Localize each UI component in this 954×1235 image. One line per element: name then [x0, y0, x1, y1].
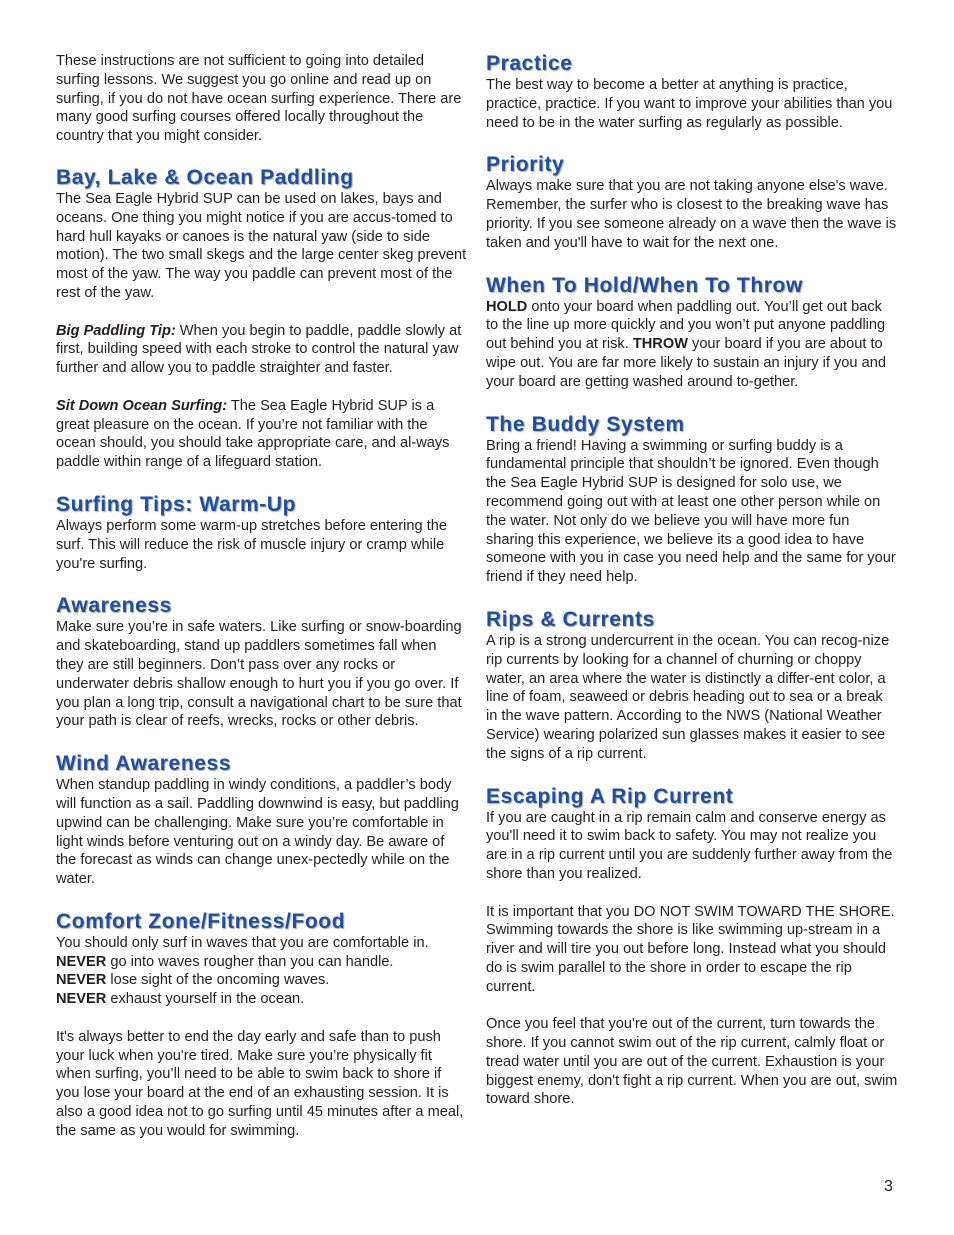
intro-section — [56, 52, 468, 146]
throw-text: your board if you are about to wipe out. You are far more likely to sustain an injury if you and your board are getting washed around to-gether. — [486, 336, 886, 390]
page-number: 3 — [884, 1178, 893, 1195]
section-heading: When To Hold/When To Throw — [486, 273, 803, 297]
practice-section — [486, 52, 898, 132]
awareness-section — [56, 594, 468, 731]
sit-down-text: The Sea Eagle Hybrid SUP is a great pleasure on the ocean. If you’re not familiar with the ocean should, you should take appropriate care, and al-ways paddle within range of a lifeguard station. — [56, 397, 450, 471]
priority-section — [486, 153, 898, 252]
section-heading: Bay, Lake & Ocean Paddling — [56, 165, 354, 189]
comfort-zone-section — [56, 910, 468, 1141]
sit-down-label: Sit Down Ocean Surfing: — [56, 397, 228, 414]
rips-currents-section — [486, 608, 898, 764]
hold-text: onto your board when paddling out. You’ll get out back to the line up more quickly and you won’t put anyone paddling out behind you at risk. — [486, 298, 886, 353]
big-paddling-tip-paragraph — [56, 322, 468, 378]
escape-paragraph-3: Once you feel that you're out of the current, turn towards the shore. If you cannot swim out of the rip current, calmly float or tread water until you are out of the current. Exhaustion is your biggest enemy, don't fight a rip current. When you are out, swim toward shore. — [486, 1016, 898, 1108]
section-heading: Practice — [486, 52, 573, 75]
section-heading: Rips & Currents — [486, 607, 655, 631]
practice-paragraph: The best way to become a better at anything is practice, practice, practice. If you want to improve your abilities than you need to be in the water surfing as regularly as possible. — [486, 77, 893, 131]
comfort-line: go into waves rougher than you can handle. — [106, 953, 394, 970]
intro-paragraph: These instructions are not sufficient to going into detailed surfing lessons. We suggest you go online and read up on surfing, if you do not have ocean surfing experience. There are many good surfing courses offered locally throughout the country that you might consider. — [56, 53, 462, 145]
never-label: NEVER — [56, 953, 107, 970]
wind-paragraph: When standup paddling in windy conditions, a paddler’s body will function as a sail. Paddling downwind is easy, but paddling upwind can be challenging. Make sure you’re comfortable in light winds before venturing out on a windy day. Be aware of the forecast as winds can change unex-pectedly while on the water. — [56, 777, 459, 888]
hold-throw-section — [486, 274, 898, 392]
section-heading: Wind Awareness — [56, 752, 232, 776]
bay-paragraph: The Sea Eagle Hybrid SUP can be used on lakes, bays and oceans. One thing you might notice if you are accus-tomed to hard hull kayaks or canoes is the natural yaw (side to side motion). The two small skegs and the large center skeg prevent most of the yaw. The way you paddle can prevent most of the rest of the yaw. — [56, 190, 467, 301]
comfort-line: You should only surf in waves that you are comfortable in. — [56, 934, 429, 951]
comfort-paragraph — [56, 934, 468, 1009]
hold-label: HOLD — [486, 298, 528, 315]
right-column — [486, 52, 898, 1109]
warm-up-section — [56, 493, 468, 573]
escape-paragraph-1: If you are caught in a rip remain calm and conserve energy as you'll need it to swim back to safety. You may not realize you are in a rip current until you are suddenly further away from the shore than you realized. — [486, 809, 893, 882]
awareness-paragraph: Make sure you’re in safe waters. Like surfing or snow-boarding and skateboarding, stand up paddlers sometimes fall when they are still beginners. Don’t pass over any rocks or underwater debris shallow enough to hurt you if you go over. If you plan a long trip, consult a navigational chart to be sure that your path is clear of reefs, wrecks, rocks or other debris. — [56, 619, 462, 730]
comfort-line: lose sight of the oncoming waves. — [106, 972, 330, 989]
tip-label: Big Paddling Tip: — [56, 322, 176, 339]
bay-lake-ocean-section — [56, 166, 468, 472]
throw-label: THROW — [632, 336, 688, 353]
escaping-rip-section — [486, 785, 898, 1110]
section-heading: Comfort Zone/Fitness/Food — [56, 909, 346, 933]
never-label: NEVER — [56, 972, 107, 989]
escape-paragraph-2: It is important that you DO NOT SWIM TOWARD THE SHORE. Swimming towards the shore is like swimming up-stream in a river and will tire you out before long. Instead what you should do is swim parallel to the shore in order to escape the rip current. — [486, 903, 895, 995]
comfort-paragraph-2: It's always better to end the day early and safe than to push your luck when you're tired. Make sure you’re physically fit when surfing, you’ll need to be able to swim back to shore if you lose your board at the end of an exhausting session. It is also a good idea not to go surfing until 45 minutes after a meal, the same as you would for swimming. — [56, 1028, 464, 1139]
tip-text: When you begin to paddle, paddle slowly at first, building speed with each stroke to control the natural yaw further and allow you to paddle straighter and faster. — [56, 322, 462, 377]
buddy-system-section — [486, 413, 898, 587]
never-label: NEVER — [56, 991, 107, 1008]
section-heading: Surfing Tips: Warm-Up — [56, 492, 297, 516]
section-heading: The Buddy System — [486, 412, 685, 436]
sit-down-paragraph — [56, 397, 468, 472]
priority-paragraph: Always make sure that you are not taking anyone else's wave. Remember, the surfer who is closest to the breaking wave has priority. If you see someone already on a wave then the wave is taken and you'll have to wait for the next one. — [486, 178, 897, 251]
buddy-paragraph: Bring a friend! Having a swimming or surfing buddy is a fundamental principle that shouldn’t be ignored. Even though the Sea Eagle Hybrid SUP is designed for solo use, we recommend going out with at least one other person while on the water. Not only do we believe you will have more fun sharing this experience, we believe its a good idea to have someone with you in case you need help and the same for your friend if they need help. — [486, 437, 896, 586]
hold-throw-paragraph — [486, 298, 898, 392]
section-heading: Priority — [486, 153, 565, 177]
section-heading: Awareness — [56, 594, 172, 618]
section-heading: Escaping A Rip Current — [486, 784, 734, 808]
comfort-line: exhaust yourself in the ocean. — [106, 991, 305, 1008]
rips-paragraph: A rip is a strong undercurrent in the ocean. You can recog-nize rip currents by looking for a channel of churning or choppy water, an area where the water is distinctly a differ-ent color, a line of foam, seaweed or debris heading out to sea or a break in the wave pattern. According to the NWS (National Weather Service) wearing polarized sun glasses makes it easier to see the signs of a rip current. — [486, 632, 890, 762]
warm-up-paragraph: Always perform some warm-up stretches before entering the surf. This will reduce the risk of muscle injury or cramp while you're surfing. — [56, 517, 447, 572]
left-column — [56, 52, 468, 1141]
wind-awareness-section — [56, 752, 468, 889]
